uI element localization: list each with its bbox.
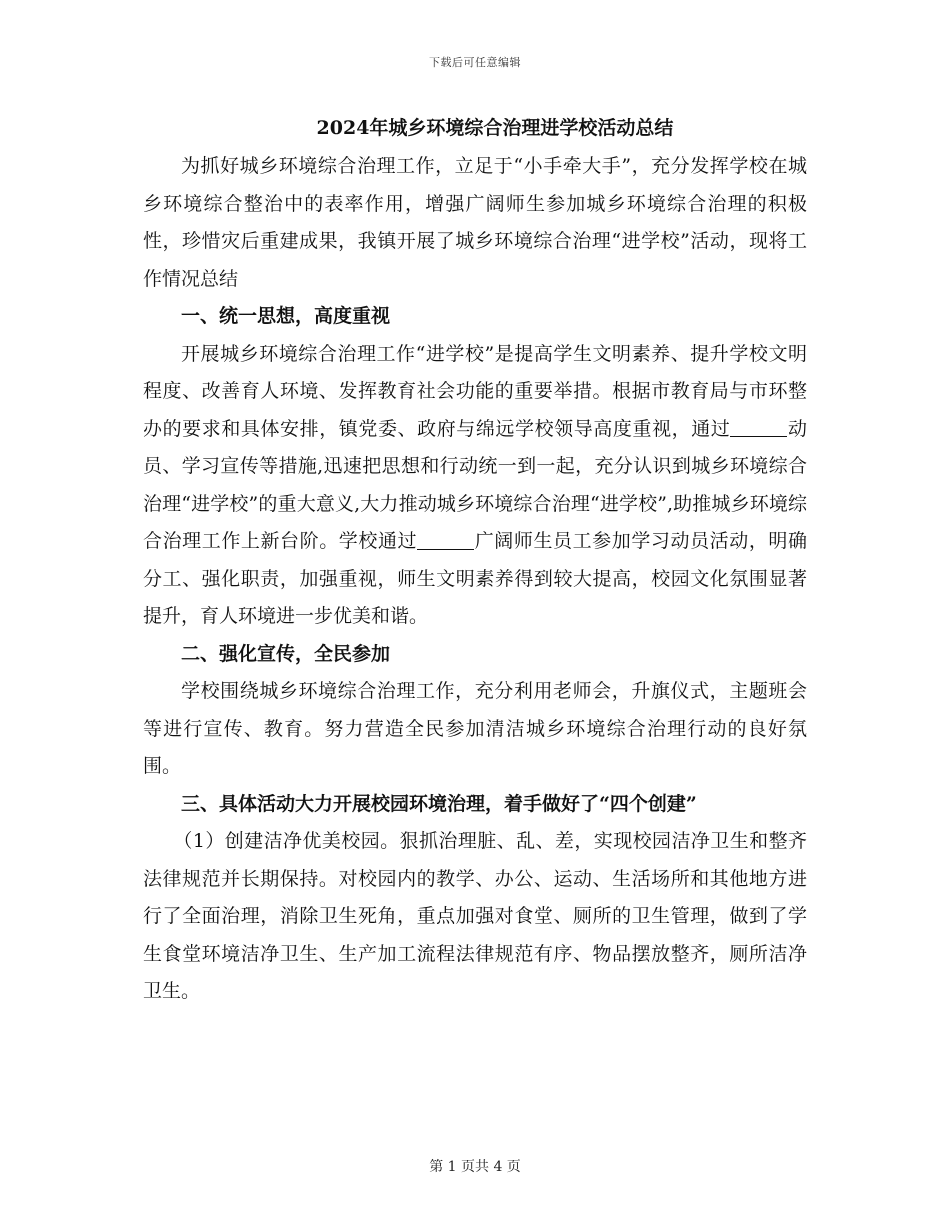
- section-1-text-part-2: 动员、学习宣传等措施,迅速把思想和行动统一到一起，充分认识到城乡环境综合治理“进学校”的重大意义,大力推动城乡环境综合治理“进学校”,助推城乡环境综合治理工作上新台阶。学校通过: [143, 417, 807, 552]
- section-1-heading: 一、统一思想，高度重视: [181, 305, 391, 327]
- fill-blank: [730, 417, 787, 437]
- section-2-paragraph: 学校围绕城乡环境综合治理工作，充分利用老师会，升旗仪式，主题班会等进行宣传、教育。努力营造全民参加清洁城乡环境综合治理行动的良好氛围。: [143, 680, 807, 777]
- section-3-item-1: （1）创建洁净优美校园。狠抓治理脏、乱、差，实现校园洁净卫生和整齐法律规范并长期保持。对校园内的教学、办公、运动、生活场所和其他地方进行了全面治理，消除卫生死角，重点加强对食堂、厕所的卫生管理，做到了学生食堂环境洁净卫生、生产加工流程法律规范有序、物品摆放整齐，厕所洁净卫生。: [143, 830, 807, 1002]
- document-body: [143, 112, 807, 1011]
- header-note: 下载后可任意编辑: [429, 56, 521, 69]
- intro-paragraph: 为抓好城乡环境综合治理工作，立足于“小手牵大手”，充分发挥学校在城乡环境综合整治中的表率作用，增强广阔师生参加城乡环境综合治理的积极性，珍惜灾后重建成果，我镇开展了城乡环境综合治理“进学校”活动，现将工作情况总结: [143, 155, 807, 290]
- document-title: 2024年城乡环境综合治理进学校活动总结: [316, 117, 674, 139]
- section-1-paragraph: [143, 336, 807, 636]
- page-footer: 第 1 页共 4 页: [429, 1159, 521, 1175]
- section-1-text-part-3: 广阔师生员工参加学习动员活动，明确分工、强化职责，加强重视，师生文明素养得到较大提高，校园文化氛围显著提升，育人环境进一步优美和谐。: [143, 530, 807, 627]
- section-3-heading: 三、具体活动大力开展校园环境治理，着手做好了“四个创建”: [181, 792, 697, 815]
- fill-blank: [417, 530, 474, 550]
- section-2-heading: 二、强化宣传，全民参加: [181, 642, 391, 665]
- section-1-text-part-1: 开展城乡环境综合治理工作“进学校”是提高学生文明素养、提升学校文明程度、改善育人环境、发挥教育社会功能的重要举措。根据市教育局与市环整办的要求和具体安排，镇党委、政府与绵远学校领导高度重视，通过: [143, 342, 807, 440]
